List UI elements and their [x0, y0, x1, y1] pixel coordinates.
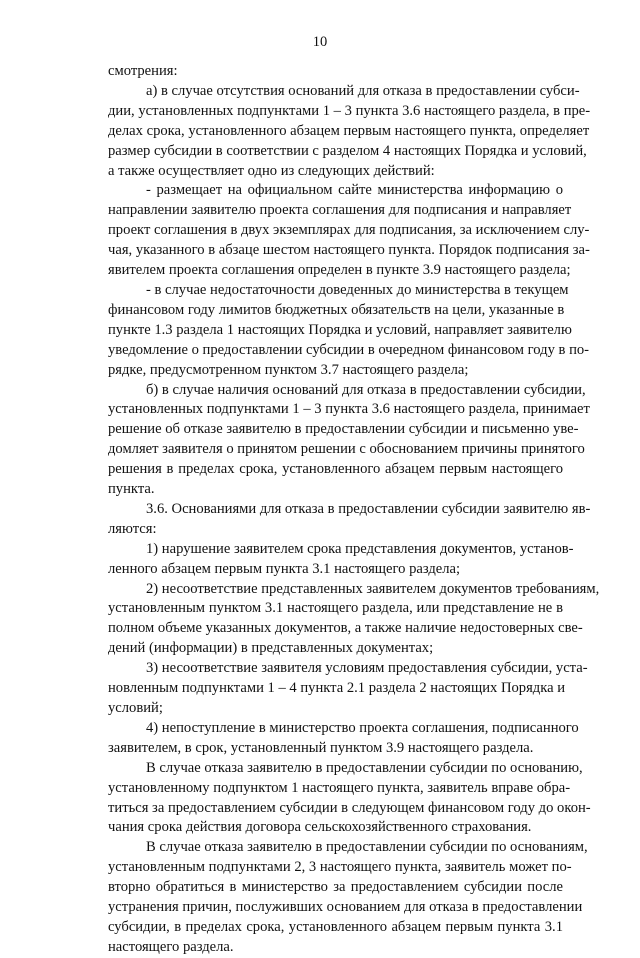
paragraph	[108, 500, 591, 540]
document-body	[108, 62, 600, 958]
paragraph	[108, 540, 574, 580]
text-line: домляет заявителя о принятом решении с обоснованием причины принятого	[108, 441, 585, 458]
text-line: пункта.	[108, 481, 155, 498]
paragraph	[108, 719, 579, 759]
paragraph	[108, 659, 588, 719]
text-line: дии, установленных подпунктами 1 – 3 пункта 3.6 настоящего раздела, в пре-	[108, 102, 591, 119]
page-number: 10	[312, 34, 328, 50]
paragraph	[108, 62, 563, 82]
text-line: 2) несоответствие представленных заявителем документов требованиям,	[146, 580, 600, 597]
text-line: титься за предоставлением субсидии в следующем финансовом году до окон-	[108, 799, 591, 816]
text-line: вторно обратиться в министерство за предоставлением субсидии после	[108, 879, 563, 896]
text-line: а) в случае отсутствия оснований для отказа в предоставлении субси-	[146, 82, 580, 99]
text-line: 4) непоступление в министерство проекта соглашения, подписанного	[146, 719, 579, 736]
text-line: ляются:	[108, 520, 157, 537]
text-line: - размещает на официальном сайте министерства информацию о	[146, 182, 563, 199]
text-line: решение об отказе заявителю в предоставлении субсидии и письменно уве-	[108, 421, 579, 438]
text-line: субсидии, в пределах срока, установленного абзацем первым пункта 3.1	[108, 918, 563, 935]
paragraph	[108, 759, 591, 839]
text-line: новленным подпунктами 1 – 4 пункта 2.1 раздела 2 настоящих Порядка и	[108, 680, 566, 697]
text-line: 1) нарушение заявителем срока представления документов, установ-	[146, 540, 574, 557]
text-line: В случае отказа заявителю в предоставлении субсидии по основаниям,	[146, 839, 588, 856]
paragraph	[108, 381, 590, 500]
text-line: делах срока, установленного абзацем первым настоящего пункта, определяет	[108, 122, 590, 139]
text-line: а также осуществляет одно из следующих действий:	[108, 162, 435, 179]
text-line: устранения причин, послуживших основанием для отказа в предоставлении	[108, 899, 583, 916]
text-line: пункте 1.3 раздела 1 настоящих Порядка и условий, направляет заявителю	[108, 321, 572, 338]
text-line: установленному подпунктом 1 настоящего пункта, заявитель вправе обра-	[108, 779, 571, 796]
text-line: условий;	[108, 700, 163, 716]
text-line: финансовом году лимитов бюджетных обязательств на цели, указанные в	[108, 301, 565, 318]
text-line: заявителем, в срок, установленный пунктом 3.9 настоящего раздела.	[108, 739, 534, 756]
text-line: установленным пунктом 3.1 настоящего раздела, или представление не в	[108, 600, 563, 617]
text-line: установленных подпунктами 1 – 3 пункта 3.6 настоящего раздела, принимает	[108, 401, 590, 418]
text-line: смотрения:	[108, 63, 178, 79]
text-line: 3.6. Основаниями для отказа в предоставлении субсидии заявителю яв-	[146, 500, 591, 517]
text-line: проект соглашения в двух экземплярах для подписания, за исключением слу-	[108, 222, 590, 239]
text-line: явителем проекта соглашения определен в пункте 3.9 настоящего раздела;	[108, 262, 571, 279]
text-line: направлении заявителю проекта соглашения для подписания и направляет	[108, 202, 572, 219]
text-line: ленного абзацем первым пункта 3.1 настоящего раздела;	[108, 560, 461, 577]
paragraph	[108, 181, 590, 281]
text-line: настоящего раздела.	[108, 938, 234, 955]
text-line: решения в пределах срока, установленного абзацем первым настоящего	[108, 461, 563, 478]
text-line: 3) несоответствие заявителя условиям предоставления субсидии, уста-	[146, 660, 588, 677]
paragraph	[108, 838, 588, 957]
text-line: уведомление о предоставлении субсидии в очередном финансовом году в по-	[108, 341, 590, 358]
text-line: В случае отказа заявителю в предоставлении субсидии по основанию,	[146, 759, 583, 776]
text-line: чая, указанного в абзаце шестом настоящего пункта. Порядок подписания за-	[108, 242, 590, 259]
text-line: полном объеме указанных документов, а также наличие недостоверных све-	[108, 620, 583, 637]
text-line: установленным подпунктами 2, 3 настоящего пункта, заявитель может по-	[108, 859, 572, 876]
text-line: б) в случае наличия оснований для отказа в предоставлении субсидии,	[146, 381, 586, 398]
paragraph	[108, 82, 591, 182]
text-line: размер субсидии в соответствии с разделом 4 настоящих Порядка и условий,	[108, 142, 587, 159]
paragraph	[108, 580, 600, 660]
text-line: чания срока действия договора сельскохозяйственного страхования.	[108, 819, 532, 836]
text-line: дений (информации) в представленных документах;	[108, 640, 434, 657]
text-line: рядке, предусмотренном пунктом 3.7 настоящего раздела;	[108, 361, 469, 378]
text-line: - в случае недостаточности доведенных до министерства в текущем	[146, 281, 569, 298]
paragraph	[108, 281, 590, 381]
